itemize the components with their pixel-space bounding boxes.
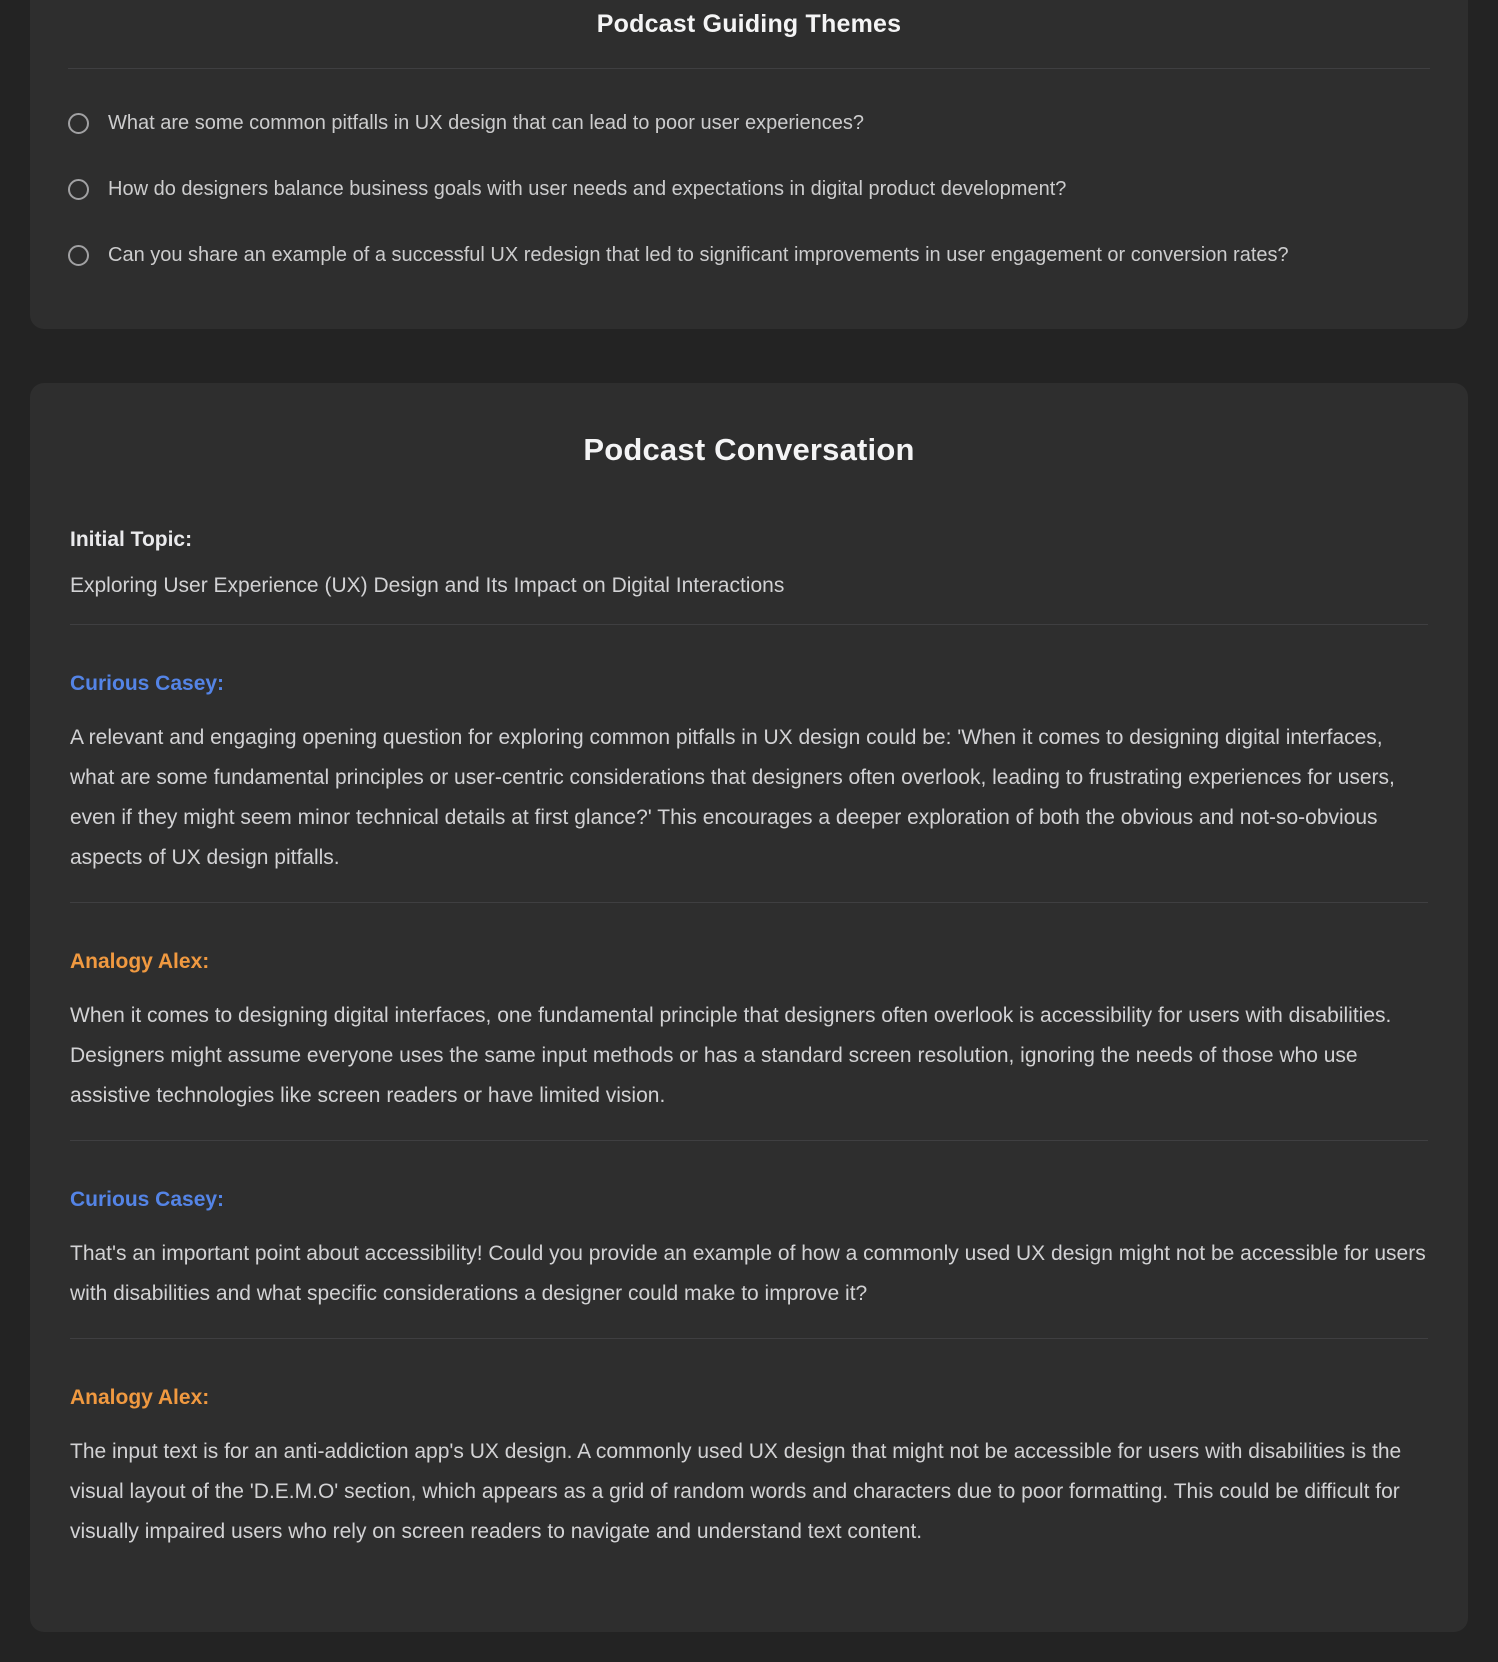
message-text: When it comes to designing digital interfaces, one fundamental principle that designers often overlook is accessibility for users with disabilities. Designers might assume everyone uses the same input methods or has a standard screen resolution, ignoring the needs of those who use assistive technologies like screen readers or have limited vision. <box>70 1004 1392 1107</box>
speaker-name: Curious Casey: <box>70 672 225 695</box>
conversation-message <box>70 624 1428 878</box>
theme-option-row <box>68 173 1430 205</box>
conversation-message <box>70 1140 1428 1314</box>
divider <box>70 1338 1428 1339</box>
initial-topic-label: Initial Topic: <box>70 528 193 551</box>
guiding-themes-card <box>30 0 1468 329</box>
speaker-name: Analogy Alex: <box>70 1386 210 1409</box>
conversation-message <box>70 902 1428 1116</box>
themes-card-title: Podcast Guiding Themes <box>596 10 902 38</box>
conversation-message <box>70 1338 1428 1552</box>
divider <box>70 624 1428 625</box>
initial-topic-text: Exploring User Experience (UX) Design and Its Impact on Digital Interactions <box>70 574 785 597</box>
conversation-card <box>30 383 1468 1632</box>
radio-button-icon[interactable] <box>68 113 89 134</box>
speaker-name: Analogy Alex: <box>70 950 210 973</box>
radio-button-icon[interactable] <box>68 245 89 266</box>
divider <box>70 902 1428 903</box>
message-text: The input text is for an anti-addiction app's UX design. A commonly used UX design that might not be accessible for users with disabilities is the visual layout of the 'D.E.M.O' section, which appears as a grid of random words and characters due to poor formatting. This could be difficult for visually impaired users who rely on screen readers to navigate and understand text content. <box>70 1440 1402 1543</box>
theme-option-label: Can you share an example of a successful UX redesign that led to significant improvements in user engagement or conversion rates? <box>108 244 1289 266</box>
speaker-name: Curious Casey: <box>70 1188 225 1211</box>
conversation-messages <box>70 624 1428 1552</box>
theme-option-label: What are some common pitfalls in UX design that can lead to poor user experiences? <box>108 112 864 134</box>
theme-option-label: How do designers balance business goals with user needs and expectations in digital product development? <box>108 178 1067 200</box>
message-text: A relevant and engaging opening question for exploring common pitfalls in UX design could be: 'When it comes to designing digital interfaces, what are some fundamental principles or user-centric considerations that designers often overlook, leading to frustrating experiences for users, even if they might seem minor technical details at first glance?' This encourages a deeper exploration of both the obvious and not-so-obvious aspects of UX design pitfalls. <box>70 726 1395 869</box>
conversation-card-title: Podcast Conversation <box>583 432 915 467</box>
theme-option-row <box>68 239 1430 271</box>
themes-list <box>68 107 1430 271</box>
theme-option-row <box>68 107 1430 139</box>
message-text: That's an important point about accessibility! Could you provide an example of how a commonly used UX design might not be accessible for users with disabilities and what specific considerations a designer could make to improve it? <box>70 1242 1426 1305</box>
divider <box>70 1140 1428 1141</box>
radio-button-icon[interactable] <box>68 179 89 200</box>
divider <box>68 68 1430 69</box>
